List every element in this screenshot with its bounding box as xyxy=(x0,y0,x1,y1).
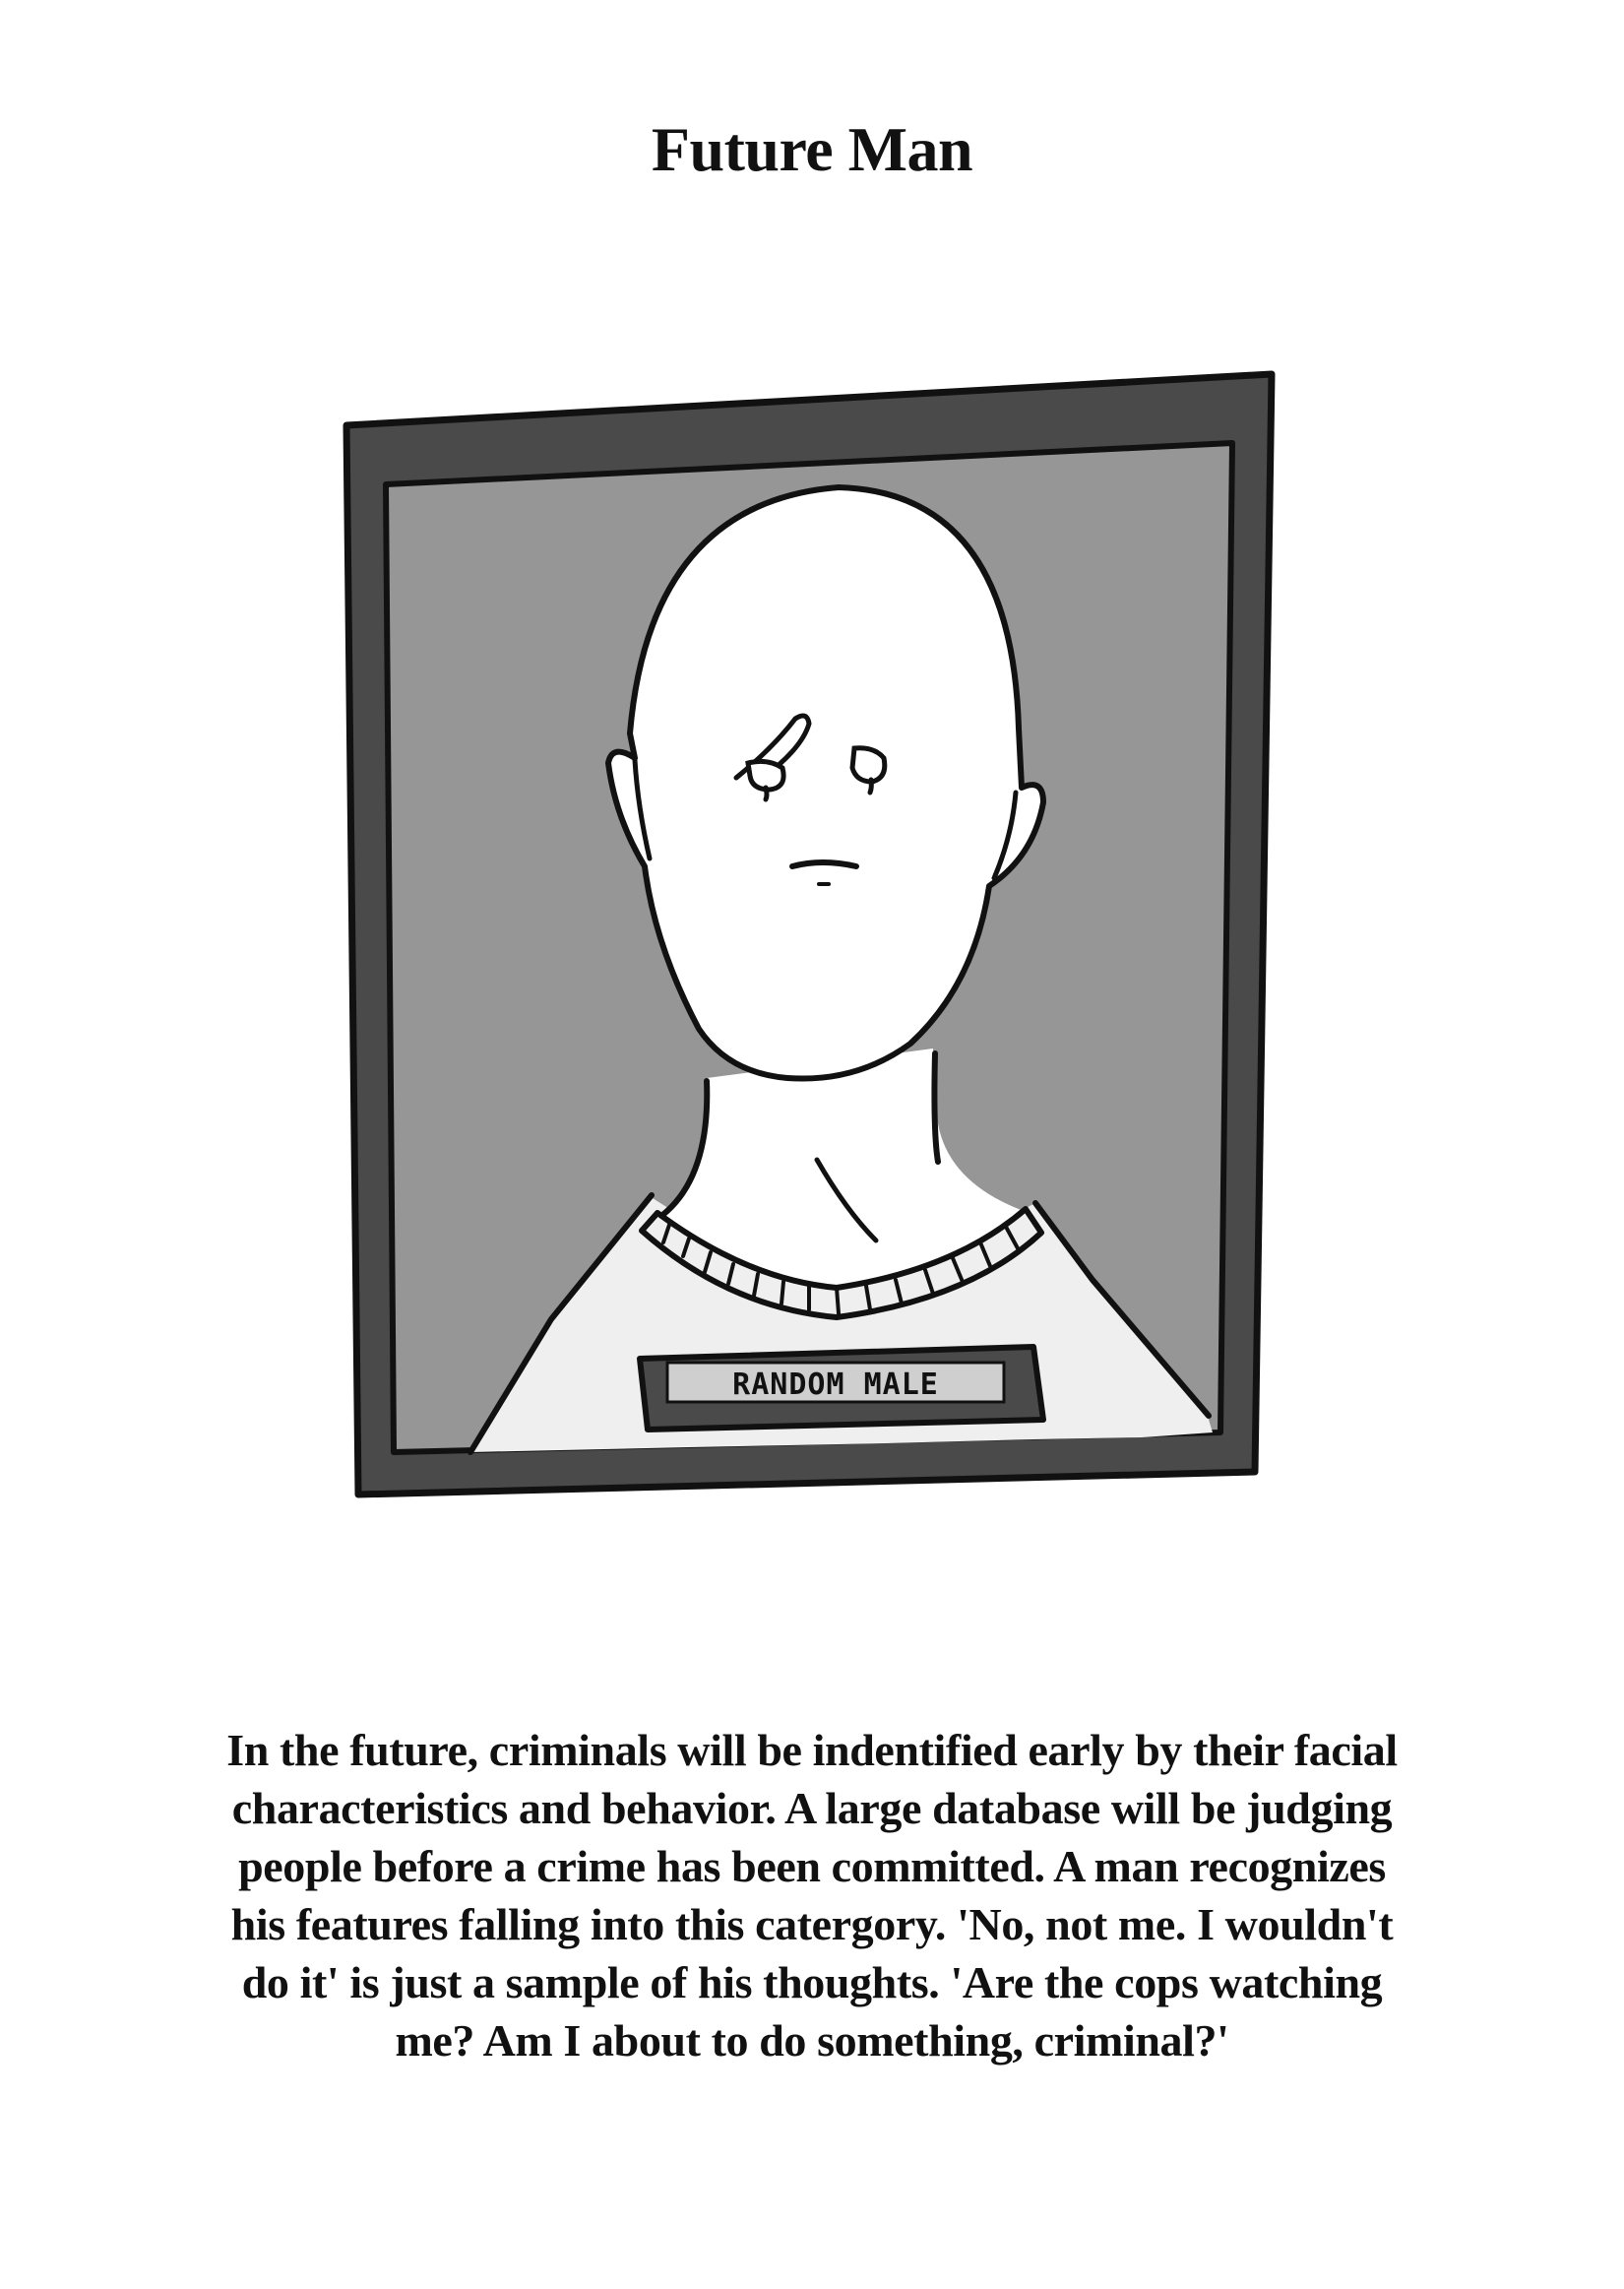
right-eye xyxy=(852,748,885,782)
caption-line: people before a crime has been committed. A man recognizes xyxy=(238,1841,1386,1891)
caption-line: In the future, criminals will be indentified early by their facial xyxy=(226,1725,1398,1775)
caption-line: me? Am I about to do something, criminal?' xyxy=(395,2015,1229,2066)
name-tag-text: RANDOM MALE xyxy=(732,1367,939,1402)
caption-line: do it' is just a sample of his thoughts. 'Are the cops watching xyxy=(241,1957,1383,2007)
page-title: Future Man xyxy=(651,114,973,184)
caption xyxy=(138,1721,1486,2069)
caption-line: his features falling into this catergory. 'No, not me. I wouldn't xyxy=(230,1899,1394,1949)
caption-line: characteristics and behavior. A large database will be judging xyxy=(231,1783,1393,1833)
